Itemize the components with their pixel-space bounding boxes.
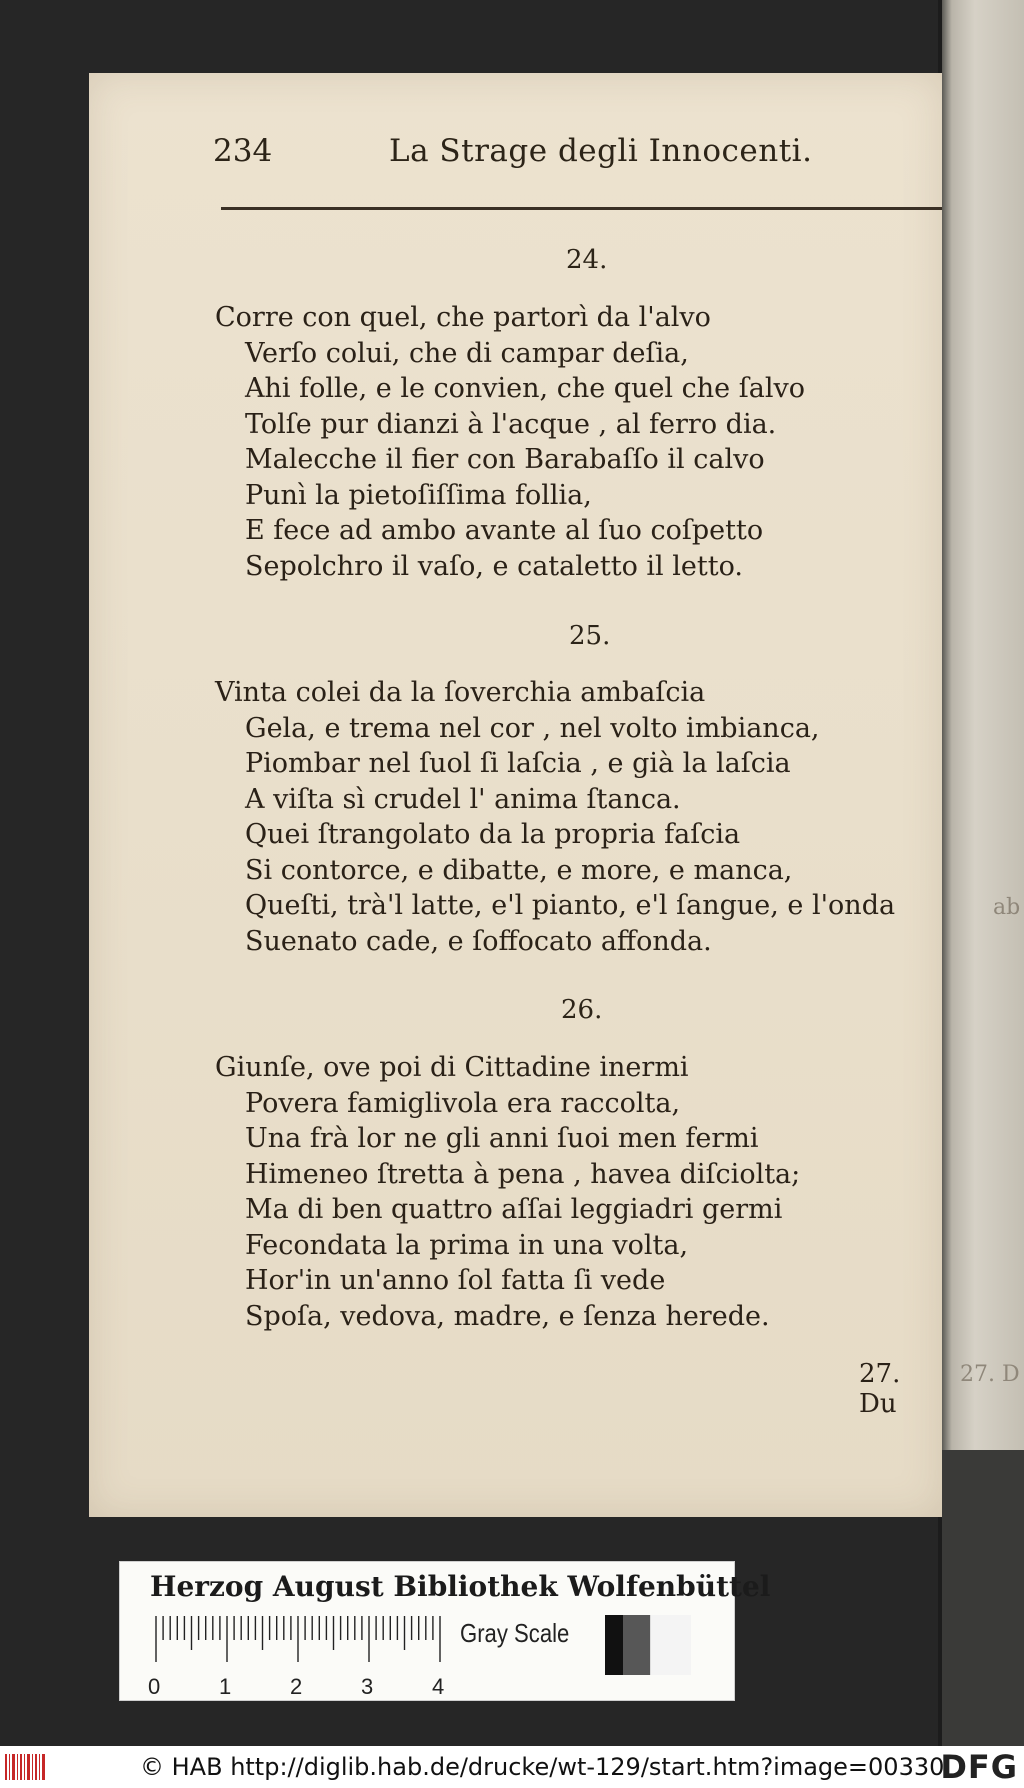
verse-line: A viſta sì crudel l' anima ſtanca. — [245, 783, 681, 815]
color-reference-bar — [119, 1561, 771, 1701]
stanza-number: 25. — [569, 621, 611, 651]
verse-line: Vinta colei da la ſoverchia ambaſcia — [215, 677, 706, 708]
stanza-25 — [215, 675, 896, 959]
barcode-icon — [4, 1752, 46, 1782]
verse-line: Verſo colui, che di campar deſia, — [245, 337, 689, 369]
gray-patch-white — [650, 1615, 691, 1675]
stanza-number: 26. — [561, 995, 603, 1025]
verse-line: Punì la pietoſiſſima follia, — [245, 479, 592, 511]
bleed-catchword: 27. D — [960, 1362, 1020, 1387]
verse-line: Corre con quel, che partorì da l'alvo — [215, 302, 711, 333]
ruler-number: 4 — [432, 1674, 445, 1699]
dfg-logo: DFG — [940, 1748, 1018, 1786]
verse-line: Quei ſtrangolato da la propria faſcia — [245, 819, 741, 850]
gray-patch-black — [605, 1615, 623, 1675]
verse-line: Hor'in un'anno ſol fatta ſi vede — [245, 1265, 666, 1296]
gray-scale-label: Gray Scale — [460, 1618, 570, 1648]
ruler-number: 0 — [148, 1674, 161, 1699]
verse-line: E fece ad ambo avante al ſuo coſpetto — [245, 515, 764, 546]
ruler-number: 1 — [219, 1674, 232, 1699]
verse-line: Piombar nel ſuol ſi laſcia , e già la laſcia — [245, 748, 791, 779]
verse-line: Suenato cade, e ſoffocato affonda. — [245, 925, 712, 957]
source-link[interactable]: © HAB http://diglib.hab.de/drucke/wt-129/start.htm?image=00330 — [140, 1753, 945, 1781]
footer-bar — [0, 1746, 1024, 1788]
ruler-number: 3 — [361, 1674, 374, 1699]
verse-line: Himeneo ſtretta à pena , havea diſciolta; — [245, 1158, 801, 1190]
verse-line: Si contorce, e dibatte, e more, e manca, — [245, 854, 793, 886]
verse-line: Queſti, trà'l latte, e'l pianto, e'l ſangue, e l'onda — [245, 890, 896, 921]
verse-line: Ma di ben quattro aſſai leggiadri germi — [245, 1194, 783, 1225]
verse-line: Giunſe, ove poi di Cittadine inermi — [215, 1052, 689, 1083]
ruler-number: 2 — [290, 1674, 303, 1699]
verse-line: Fecondata la prima in una volta, — [245, 1229, 689, 1261]
stanza-24 — [215, 300, 855, 584]
bleed-text: ab — [993, 895, 1021, 920]
page-number: 234 — [213, 133, 273, 169]
verse-line: Povera famiglivola era raccolta, — [245, 1087, 681, 1119]
verse-line: Tolſe pur dianzi à l'acque , al ferro dia. — [245, 408, 777, 440]
verse-line: Ahi folle, e le convien, che quel che ſalvo — [245, 373, 805, 404]
gray-patch-mid — [623, 1615, 650, 1675]
verse-line: Spoſa, vedova, madre, e ſenza herede. — [245, 1300, 770, 1332]
book-page — [89, 73, 942, 1517]
facing-page-shadow — [942, 1450, 1024, 1746]
running-header — [89, 133, 942, 177]
stanza-number: 24. — [566, 245, 608, 275]
verse-line: Una frà lor ne gli anni ſuoi men fermi — [245, 1123, 759, 1154]
library-name: Herzog August Bibliothek Wolfenbüttel — [150, 1570, 771, 1603]
verse-line: Gela, e trema nel cor , nel volto imbianca, — [245, 712, 820, 744]
stanza-26 — [215, 1050, 855, 1334]
verse-line: Sepolchro il vaſo, e cataletto il letto. — [245, 550, 743, 582]
catchword: 27. Du — [859, 1359, 901, 1419]
running-title: La Strage degli Innocenti. — [389, 133, 813, 169]
header-rule — [221, 207, 942, 210]
verse-line: Malecche il fier con Barabaſſo il calvo — [245, 444, 765, 475]
